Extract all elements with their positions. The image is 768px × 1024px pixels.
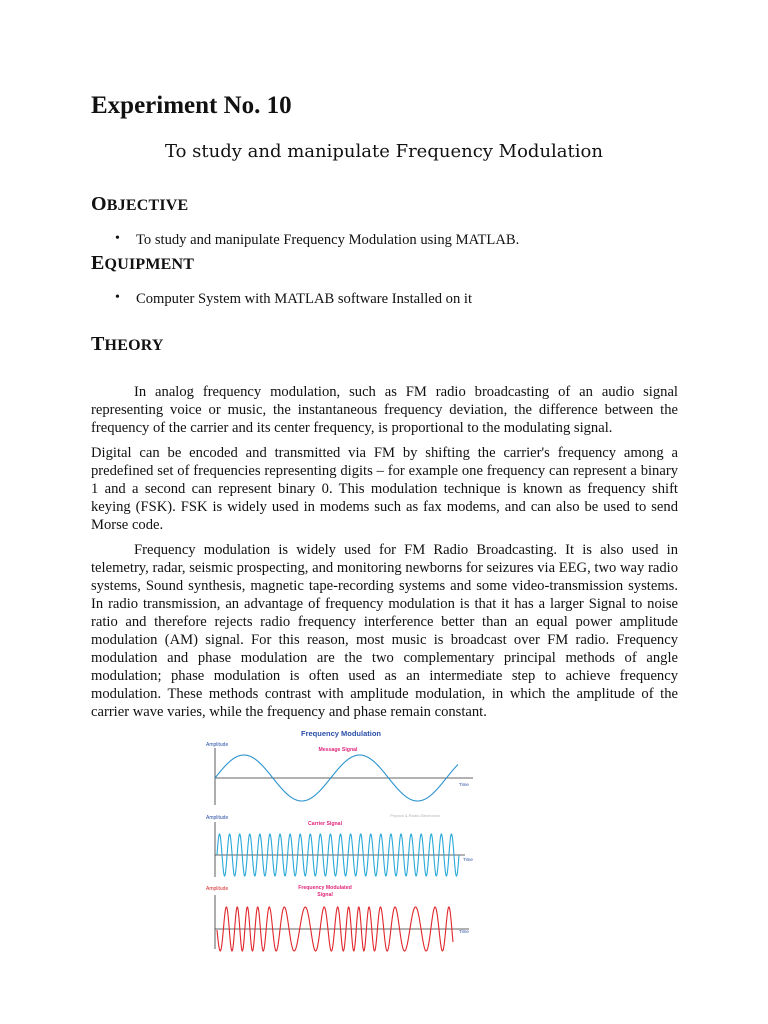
- carrier-panel: [206, 813, 473, 877]
- carrier-y-label: Amplitude: [206, 815, 229, 821]
- objective-heading-rest: BJECTIVE: [106, 197, 189, 214]
- figure-watermark: Physics & Radio-Electronics: [389, 813, 441, 818]
- theory-heading-cap: T: [91, 333, 105, 355]
- carrier-x-label: Time: [463, 857, 473, 862]
- message-signal-label: Message Signal: [318, 747, 358, 753]
- experiment-title: Experiment No. 10: [91, 92, 292, 119]
- theory-paragraph-2: Digital can be encoded and transmitted via FM by shifting the carrier's frequency among a predefined set of frequencies representing digits – for example one frequency can represent a binary 1 and a second can represent binary 0. This modulation technique is known as frequency shift keying (FSK). FSK is widely used in modems such as fax modems, and can also be used to send Morse code.: [91, 445, 678, 533]
- objective-heading-cap: O: [91, 193, 107, 215]
- message-panel: [206, 742, 473, 805]
- theory-heading: [91, 333, 164, 356]
- equipment-heading-rest: QUIPMENT: [104, 256, 195, 273]
- equipment-heading: [91, 252, 194, 275]
- bullet-dot: •: [115, 290, 120, 305]
- theory-heading-rest: HEORY: [104, 337, 164, 354]
- figure-title: Frequency Modulation: [300, 729, 382, 738]
- theory-paragraph-3: Frequency modulation is widely used for FM Radio Broadcasting. It is also used in telemetry, radar, seismic prospecting, and monitoring newborns for seizures via EEG, two way radio systems, Sound synthesis, magnetic tape-recording systems and some video-transmission systems. In radio transmission, an advantage of frequency modulation is that it has a larger Signal to noise ratio and therefore rejects radio frequency interference better than an equal power amplitude modulation (AM) signal. For this reason, most music is broadcast over FM radio. Frequency modulation and phase modulation are the two complementary principal methods of angle modulation; phase modulation is often used as an intermediate step to achieve frequency modulation. These methods contrast with amplitude modulation, in which the amplitude of the carrier wave varies, while the frequency and phase remain constant.: [91, 542, 678, 720]
- equipment-bullet-text: Computer System with MATLAB software Installed on it: [136, 291, 473, 307]
- fm-figure-svg: [203, 727, 480, 959]
- fm-figure: [203, 727, 480, 959]
- objective-heading: [91, 193, 188, 216]
- bullet-dot: •: [115, 231, 120, 246]
- experiment-subtitle: To study and manipulate Frequency Modulation: [165, 141, 603, 162]
- equipment-heading-cap: E: [91, 252, 105, 274]
- fm-signal-label-2: Signal: [317, 892, 333, 898]
- message-x-label: Time: [459, 782, 469, 787]
- objective-bullet-text: To study and manipulate Frequency Modulation using MATLAB.: [136, 232, 520, 248]
- fm-y-label: Amplitude: [206, 886, 229, 892]
- fm-panel: [206, 885, 469, 951]
- carrier-signal-label: Carrier Signal: [307, 821, 343, 827]
- theory-paragraph-1: In analog frequency modulation, such as FM radio broadcasting of an audio signal representing voice or music, the instantaneous frequency deviation, the difference between the frequency of the carrier and its center frequency, is proportional to the modulating signal.: [91, 384, 678, 436]
- fm-signal-label: Frequency Modulated: [298, 885, 352, 891]
- message-y-label: Amplitude: [206, 742, 229, 748]
- fm-x-label: Time: [459, 929, 469, 934]
